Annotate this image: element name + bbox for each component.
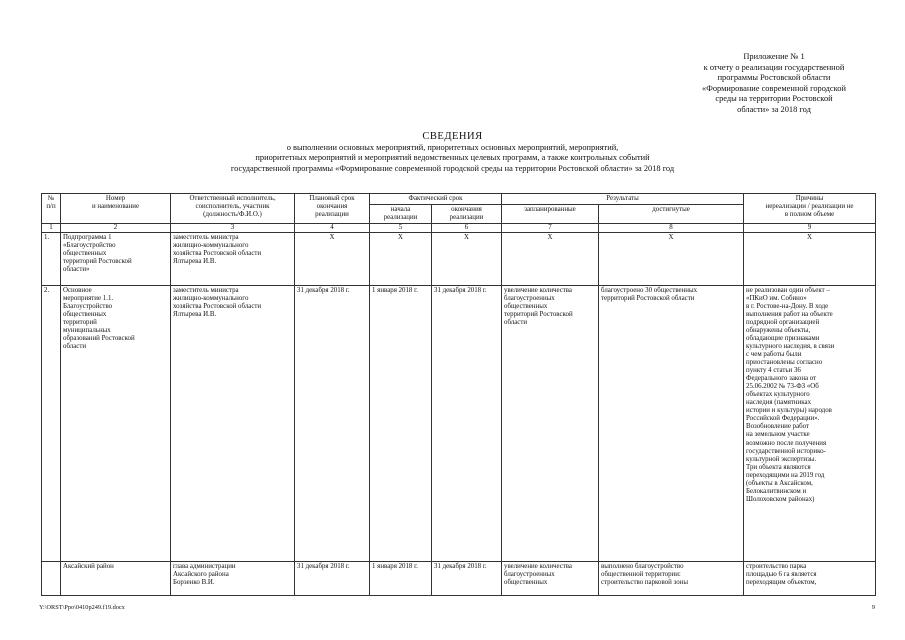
cell-results-achieved: выполнено благоустройство общественной территории: строительство парковой зоны (599, 561, 744, 595)
appendix-line: области» за 2018 год (737, 104, 811, 114)
cell-results-achieved: благоустроено 30 общественных территорий Ростовской области (599, 285, 744, 561)
header-row (42, 194, 876, 205)
column-number: 9 (744, 224, 876, 233)
cell-planned: 31 декабря 2018 г. (295, 285, 370, 561)
column-number: 3 (171, 224, 295, 233)
page-number: 9 (871, 604, 875, 611)
cell-end: 31 декабря 2018 г. (432, 561, 502, 595)
header-results-planned: запланированные (502, 205, 599, 224)
cell-num: 1. (42, 232, 61, 285)
header-executor: Ответственный исполнитель, соисполнитель, участник (должность/Ф.И.О.) (171, 194, 295, 224)
header-name: Номер и наименование (61, 194, 171, 224)
table-row (42, 285, 876, 561)
cell-executor: глава администрации Аксайского района Борзенко В.И. (171, 561, 295, 595)
document-title (0, 131, 905, 174)
cell-end: Х (432, 232, 502, 285)
file-path: Y:\ORST\Ppo\0410p249.f19.docx (39, 604, 125, 611)
cell-num (42, 561, 61, 595)
header-results-achieved: достигнутые (599, 205, 744, 224)
title-line: о выполнении основных мероприятий, приоритетных основных мероприятий, мероприятий, (286, 143, 619, 152)
cell-start: 1 января 2018 г. (370, 561, 432, 595)
appendix-block (670, 52, 878, 116)
cell-executor: заместитель министра жилищно-коммунального хозяйства Ростовской области Ялтырева И.В. (171, 232, 295, 285)
column-number: 2 (61, 224, 171, 233)
cell-results-planned: увеличение количества благоустроенных общественных территорий Ростовской области (502, 285, 599, 561)
header-actual-start: начала реализации (370, 205, 432, 224)
report-table (41, 193, 876, 596)
header-reasons: Причины нереализации / реализации не в полном объеме (744, 194, 876, 224)
column-number-row (42, 224, 876, 233)
title-line: приоритетных мероприятий и мероприятий ведомственных целевых программ, а также контрольных событий (255, 153, 650, 163)
cell-planned: Х (295, 232, 370, 285)
cell-name: Подпрограмма 1 «Благоустройство общественных территорий Ростовской области» (61, 232, 171, 285)
table-row (42, 232, 876, 285)
cell-results-planned: Х (502, 232, 599, 285)
appendix-line: программы Ростовской области (717, 73, 831, 83)
appendix-line: к отчету о реализации государственной (703, 62, 845, 72)
column-number: 5 (370, 224, 432, 233)
table-row (42, 561, 876, 595)
title-line: государственной программы «Формирование современной городской среды на территории Ростовской области» за 2018 год (230, 163, 675, 173)
cell-planned: 31 декабря 2018 г. (295, 561, 370, 595)
column-number: 7 (502, 224, 599, 233)
cell-results-planned: увеличение количества благоустроенных общественных (502, 561, 599, 595)
appendix-line: «Формирование современной городской (702, 83, 846, 93)
cell-executor: заместитель министра жилищно-коммунального хозяйства Ростовской области Ялтырева И.В. (171, 285, 295, 561)
appendix-line: среды на территории Ростовской (715, 94, 833, 104)
column-number: 1 (42, 224, 61, 233)
cell-results-achieved: Х (599, 232, 744, 285)
cell-reasons: не реализован один объект – «ПКиО им. Собино» в г. Ростове-на-Дону. В ходе выполнения работ на объекте подрядной организацией обнаружены объекты, обладающие признаками культурного наследия, в связи с чем работы были приостановлены согласно пункту 4 статьи 36 Федерального закона от 25.06.2002 № 73-ФЗ «Об объектах культурного наследия (памятниках истории и культуры) народов Российской Федерации». Возобновление работ на земельном участке возможно после получения государственной историко- культурной экспертизы. Три объекта являются переходящими на 2019 год (объекты в Аксайском, Белокалитвинском и Шолоховском районах) (744, 285, 876, 561)
cell-end: 31 декабря 2018 г. (432, 285, 502, 561)
header-actual-term: Фактический срок (370, 194, 502, 205)
cell-reasons: строительство парка площадью 6 га является переходящим объектом, (744, 561, 876, 595)
cell-name: Аксайский район (61, 561, 171, 595)
header-num: № п/п (42, 194, 61, 224)
column-number: 8 (599, 224, 744, 233)
cell-start: Х (370, 232, 432, 285)
column-number: 4 (295, 224, 370, 233)
cell-name: Основное мероприятие 1.1. Благоустройство общественных территорий муниципальных образований Ростовской области (61, 285, 171, 561)
column-number: 6 (432, 224, 502, 233)
header-results: Результаты (502, 194, 744, 205)
cell-num: 2. (42, 285, 61, 561)
header-actual-end: окончания реализации (432, 205, 502, 224)
title-main: СВЕДЕНИЯ (422, 131, 483, 142)
cell-start: 1 января 2018 г. (370, 285, 432, 561)
cell-reasons: Х (744, 232, 876, 285)
appendix-line: Приложение № 1 (743, 52, 805, 61)
header-planned-term: Плановый срок окончания реализации (295, 194, 370, 224)
